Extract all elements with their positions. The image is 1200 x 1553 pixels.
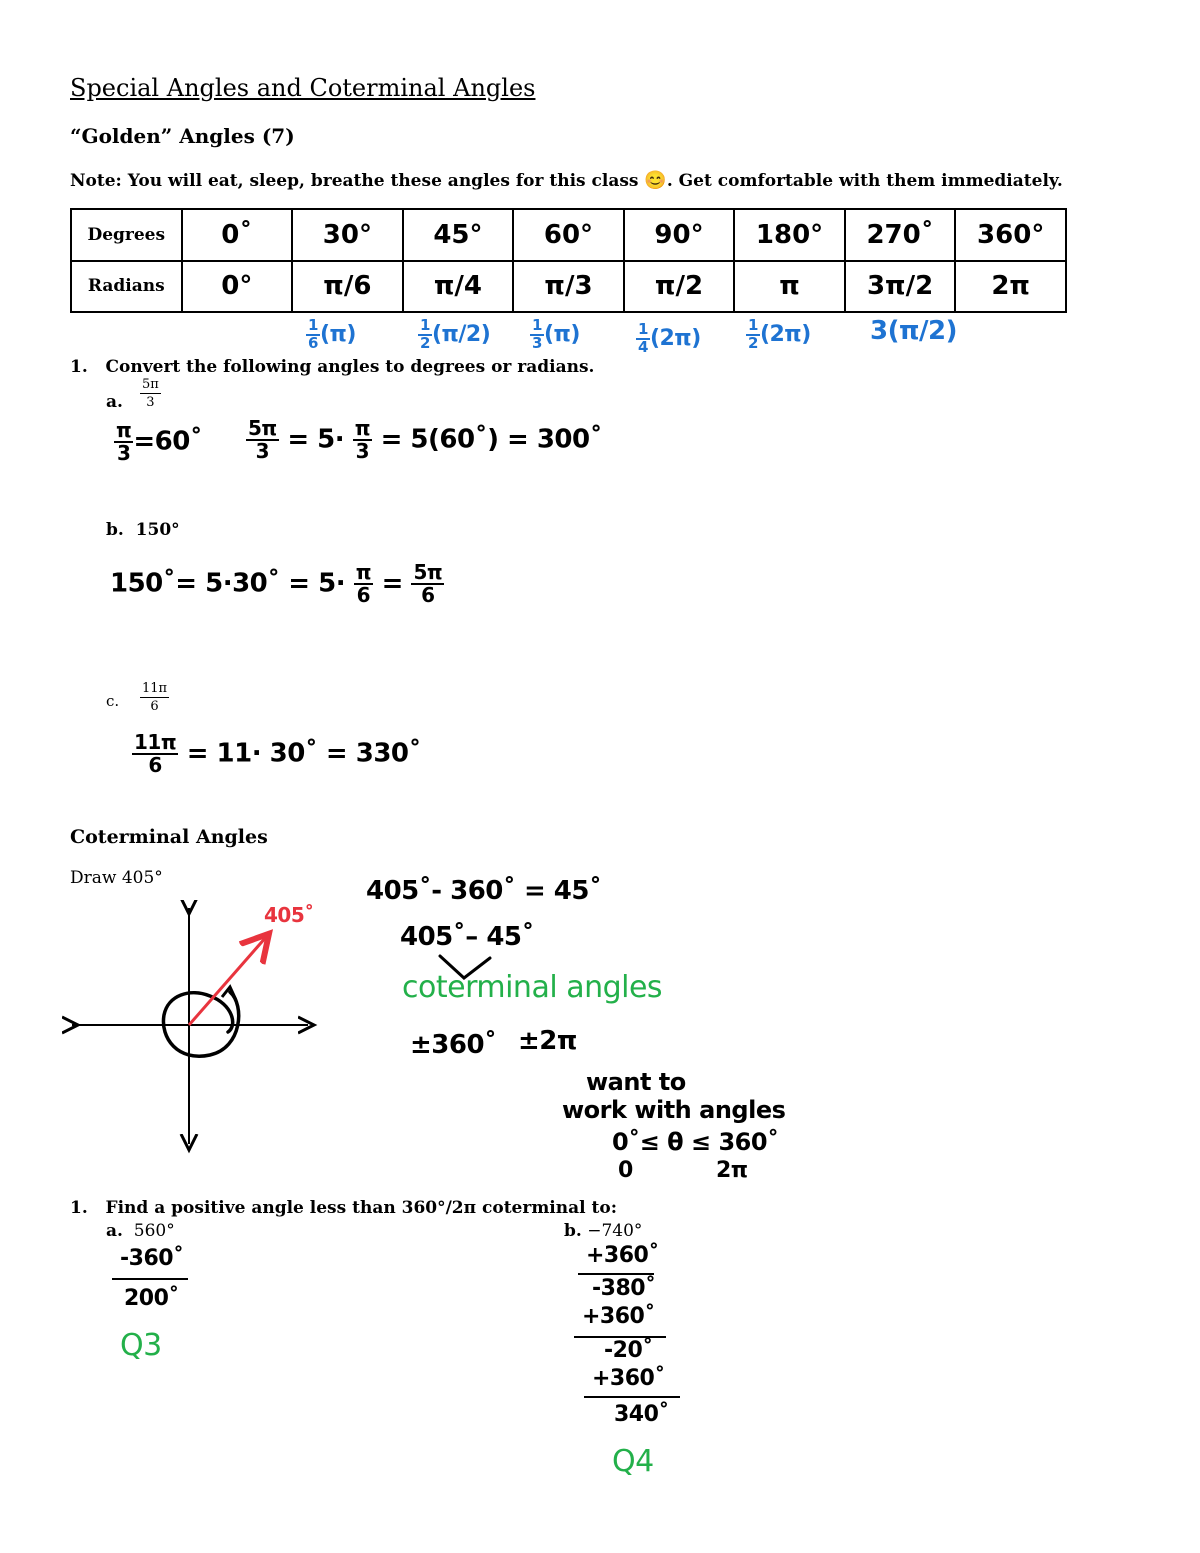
degrees-row xyxy=(71,209,1066,261)
row-header-degrees: Degrees xyxy=(71,209,182,261)
problem-2b-step: +360˚ xyxy=(592,1366,665,1391)
problem-a-fraction: $\frac{5\pi}{3}$ xyxy=(142,377,159,410)
blue-note: $\frac{1}{2}$ (π/2) xyxy=(420,316,491,352)
degree-cell: 180° xyxy=(734,209,845,261)
problem-2a-label: a. 560° xyxy=(106,1221,175,1241)
radian-cell: π/6 xyxy=(292,261,403,313)
coterminal-work-1: 405˚- 360˚ = 45˚ xyxy=(366,876,602,906)
problem-2b-label: b. −740° xyxy=(564,1221,643,1241)
radian-cell: π/3 xyxy=(513,261,624,313)
problem-2b-step: -380˚ xyxy=(592,1276,656,1301)
golden-angles-heading: “Golden” Angles (7) xyxy=(70,124,295,148)
work-with-angles-note: work with angles xyxy=(562,1096,786,1124)
problem-2b-result: 340˚ xyxy=(614,1402,669,1427)
problem-2a-rule xyxy=(112,1278,188,1280)
problem-2a-step: -360˚ xyxy=(120,1246,184,1271)
angle-diagram xyxy=(60,900,350,1160)
smiley-icon: 😊 xyxy=(644,170,667,191)
degree-cell: 60° xyxy=(513,209,624,261)
degree-cell: 30° xyxy=(292,209,403,261)
row-header-radians: Radians xyxy=(71,261,182,313)
problem-a-label: a. xyxy=(106,392,123,412)
radian-cell: 0° xyxy=(182,261,293,313)
problem-a-work-1: $\frac{\pi}{3}$ =60˚ xyxy=(116,418,203,465)
problem-2b-quadrant: Q4 xyxy=(612,1444,654,1479)
problem-2b-rule xyxy=(584,1396,680,1398)
angle-range-high: 2π xyxy=(716,1158,748,1183)
blue-note: $\frac{1}{2}$ (2π) xyxy=(748,316,811,352)
plus-minus-2pi: ±2π xyxy=(518,1026,577,1056)
problem-c-label: c. xyxy=(106,692,120,710)
problem-b-work: 150˚= 5·30˚ = 5· $\frac{\pi}{6}$ = $\frac{5\pi}{6}$ xyxy=(110,560,443,607)
draw-label: Draw 405° xyxy=(70,868,163,888)
problem-c-work: $\frac{11\pi}{6}$ = 11· 30˚ = 330˚ xyxy=(134,730,422,777)
coterminal-heading: Coterminal Angles xyxy=(70,826,268,848)
section1-heading: 1. Convert the following angles to degrees or radians. xyxy=(70,357,595,377)
plus-minus-360: ±360˚ xyxy=(410,1030,497,1060)
angle-range-degrees: 0˚≤ θ ≤ 360˚ xyxy=(612,1128,779,1156)
radian-cell: π/2 xyxy=(624,261,735,313)
degree-cell: 0˚ xyxy=(182,209,293,261)
angle-range-low: 0 xyxy=(618,1158,633,1183)
radian-cell: 2π xyxy=(955,261,1066,313)
problem-a-work-2: $\frac{5\pi}{3}$ = 5· $\frac{\pi}{3}$ = 5(60˚) = 300˚ xyxy=(248,416,603,463)
problem-2b-step: +360˚ xyxy=(582,1304,655,1329)
blue-note: $\frac{1}{4}$ (2π) xyxy=(638,320,701,356)
problem-2b-step: +360˚ xyxy=(586,1243,659,1268)
blue-note: $\frac{1}{6}$ (π) xyxy=(308,316,356,352)
rotation-arrowhead xyxy=(222,987,236,1000)
blue-note: 3(π/2) xyxy=(870,316,958,346)
coterminal-work-2: 405˚– 45˚ xyxy=(400,922,535,952)
note-prefix: Note: You will eat, sleep, breathe these angles for this class xyxy=(70,171,639,191)
want-to-note: want to xyxy=(586,1068,686,1096)
radians-row xyxy=(71,261,1066,313)
page-title: Special Angles and Coterminal Angles xyxy=(70,74,536,102)
problem-b-label: b. 150° xyxy=(106,520,180,540)
degree-cell: 270˚ xyxy=(845,209,956,261)
note-text xyxy=(70,170,1063,191)
section2-heading: 1. Find a positive angle less than 360°/2π coterminal to: xyxy=(70,1198,617,1218)
note-suffix: . Get comfortable with them immediately. xyxy=(666,171,1063,191)
angle-label-405: 405˚ xyxy=(264,903,314,927)
degree-cell: 45° xyxy=(403,209,514,261)
problem-c-fraction: $\frac{11\pi}{6}$ xyxy=(142,681,168,714)
problem-2a-quadrant: Q3 xyxy=(120,1328,162,1363)
blue-note: $\frac{1}{3}$ (π) xyxy=(532,316,580,352)
golden-angles-table xyxy=(70,208,1067,313)
degree-cell: 90° xyxy=(624,209,735,261)
problem-2b-rule xyxy=(578,1273,654,1275)
degree-cell: 360° xyxy=(955,209,1066,261)
radian-cell: π/4 xyxy=(403,261,514,313)
problem-2b-step: -20˚ xyxy=(604,1338,653,1363)
coterminal-angles-note: coterminal angles xyxy=(402,970,663,1005)
radian-cell: 3π/2 xyxy=(845,261,956,313)
radian-cell: π xyxy=(734,261,845,313)
problem-2a-result: 200˚ xyxy=(124,1286,179,1311)
